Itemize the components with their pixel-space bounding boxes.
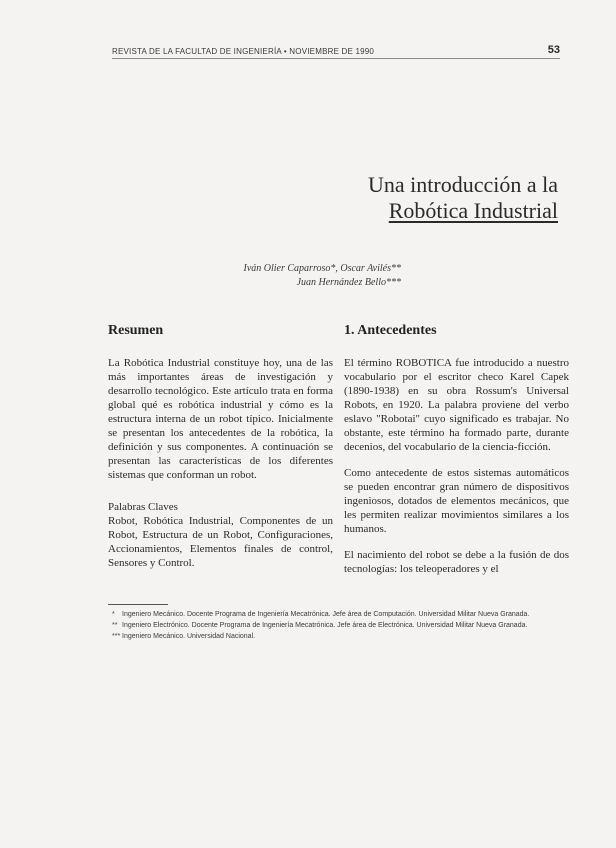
footnote-mark: ** [112,622,118,629]
authors-line-1: Iván Olier Caparroso*, Oscar Avilés** [243,263,401,274]
right-column [344,322,569,588]
title-line-1: Una introducción a la [368,172,558,197]
antecedentes-paragraph-1: El término ROBOTICA fue introducido a nuestro vocabulario por el escritor checo Karel Capek (1890-1938) en su obra Rossum's Universal Robots, en 1920. La palabra proviene del verbo eslavo "Robotai" cuyo significado es trabajar. No obstante, este término ha formado parte, durante decenios, del vocabulario de la ciencia-ficción. [344,357,569,453]
resumen-heading: Resumen [108,323,164,338]
journal-name: REVISTA DE LA FACULTAD DE INGENIERÍA • NOVIEMBRE DE 1990 [112,47,375,56]
title-line-2: Robótica Industrial [388,198,558,223]
article-title [368,172,558,224]
keywords-heading: Palabras Claves [108,501,178,513]
left-column [108,322,333,582]
footnote-text: Ingeniero Mecánico. Universidad Nacional. [122,633,256,640]
footnote-text: Ingeniero Electrónico. Docente Programa de Ingeniería Mecatrónica. Jefe área de Electrónica. Universidad Militar Nueva Granada. [122,622,528,629]
page-number: 53 [547,44,560,56]
footnote-item [112,621,560,631]
footnote-mark: * [112,611,115,618]
footnote-rule [108,604,168,605]
authors [196,262,401,290]
footnote-text: Ingeniero Mecánico. Docente Programa de Ingeniería Mecatrónica. Jefe área de Computación. Universidad Militar Nueva Granada. [122,611,530,618]
antecedentes-heading: 1. Antecedentes [344,323,437,338]
antecedentes-paragraph-3: El nacimiento del robot se debe a la fusión de dos tecnologías: los teleoperadores y el [344,549,569,575]
resumen-paragraph: La Robótica Industrial constituye hoy, una de las más importantes áreas de investigación y desarrollo tecnológico. Este artículo trata en forma global qué es robótica industrial y cómo es la estructura interna de un robot típico. Inicialmente se presentan los antecedentes de la robótica, la definición y sus componentes. A continuación se presentan las características de los diferentes sistemas que conforman un robot. [108,357,333,481]
footnotes [112,610,560,643]
antecedentes-paragraph-2: Como antecedente de estos sistemas automáticos se pueden encontrar gran número de dispositivos ingeniosos, dotados de elementos mecánicos, que les permiten realizar movimientos similares a los humanos. [344,467,569,535]
footnote-item [112,632,560,642]
footnote-item [112,610,560,620]
footnote-mark: *** [112,633,121,640]
authors-line-2: Juan Hernández Bello*** [296,277,401,288]
running-header [112,44,560,59]
keywords-text: Robot, Robótica Industrial, Componentes de un Robot, Estructura de un Robot, Configuraciones, Accionamientos, Elementos finales de control, Sensores y Control. [108,515,333,569]
